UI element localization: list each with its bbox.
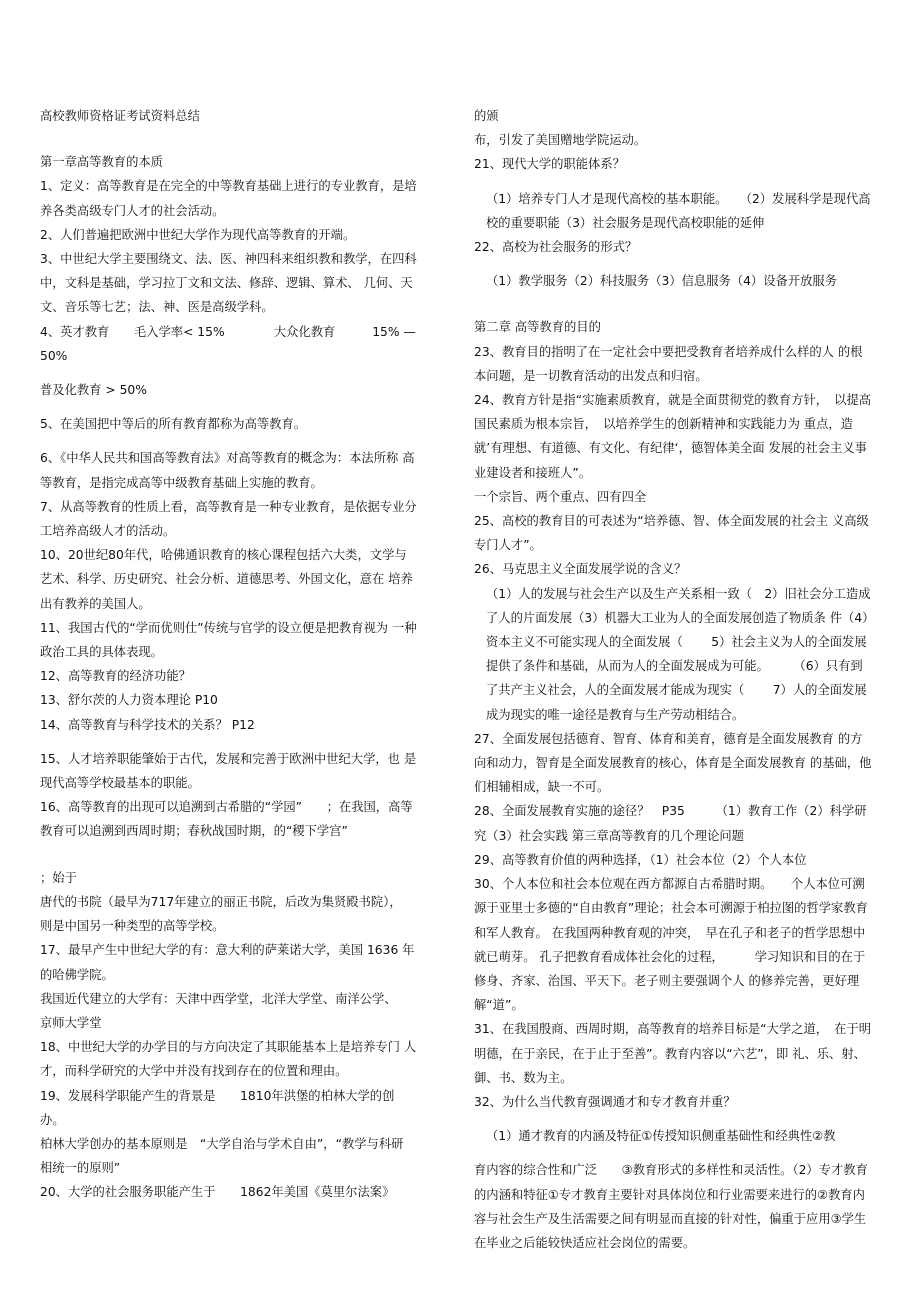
paragraph: （1）通才教育的内涵及特征①传授知识侧重基础性和经典性②教 [486,1129,836,1144]
paragraph: 3、中世纪大学主要围绕文、法、医、神四科来组织教和教学，在四科中，文科是基础，学习拉丁文和文法、修辞、逻辑、算术、 几何、天文、音乐等七艺；法、神、医是高级学科。 [40,252,417,315]
paragraph: 4、英才教育 毛入学率< 15% 大众化教育 15% —50% [40,324,416,363]
spacer [474,293,874,315]
paragraph: 17、最早产生中世纪大学的有：意大利的萨莱诺大学，美国 1636 年的哈佛学院。 [40,943,415,982]
paragraph: 1、定义：高等教育是在完全的中等教育基础上进行的专业教育，是培养各类高级专门人才的社会活动。 [40,179,417,218]
paragraph: 22、高校为社会服务的形式？ [474,240,638,255]
paragraph: 27、全面发展包括德育、智育、体育和美育，德育是全面发展教育 的方向和动力，智育是全面发展教育的核心，体育是全面发展教育 的基础，他们相辅相成，缺一不可。 [474,731,872,795]
paragraph: 12、高等教育的经济功能？ [40,669,191,684]
paragraph: 29、高等教育价值的两种选择，（1）社会本位（2）个人本位 [474,852,807,867]
paragraph: 26、马克思主义全面发展学说的含义？ [474,562,687,577]
paragraph: 16、高等教育的出现可以追溯到古希腊的“学园” ；在我国，高等 [40,800,413,815]
paragraph: 20、大学的社会服务职能产生于 1862年美国《莫里尔法案》 [40,1185,395,1200]
paragraph: 10、20世纪80年代，哈佛通识教育的核心课程包括六大类，文学与艺术、科学、历史研究、社会分析、道德思考、外国文化，意在 培养出有教养的美国人。 [40,548,413,611]
spacer [40,436,418,446]
spacer [474,177,874,187]
paragraph: 15、人才培养职能肇始于古代，发展和完善于欧洲中世纪大学，也 是现代高等学校最基本的职能。 [40,751,417,791]
paragraph: 育内容的综合性和广泛 ③教育形式的多样性和灵活性。（2）专才教育的内涵和特征①专才教育主要针对具体岗位和行业需要来进行的②教育内容与社会生产及生活需要之间有明显而直接的针对性，偏重于应用③学生在毕业之后能较快适应社会岗位的需要。 [474,1163,868,1250]
paragraph: 11、我国古代的“学而优则仕”传统与官学的设立便是把教育视为 一种政治工具的具体表现。 [40,620,417,660]
paragraph: 柏林大学创办的基本原则是 “大学自治与学术自由”，“教学与科研 相统一的原则” [40,1136,408,1176]
chapter-heading: 第一章高等教育的本质 [40,155,163,170]
spacer [40,368,418,378]
paragraph: 一个宗旨、两个重点、四有四全 [474,489,647,504]
paragraph: （1）培养专门人才是现代高校的基本职能。 （2）发展科学是现代高校的重要职能（3）社会服务是现代高校职能的延伸 [486,191,871,230]
paragraph: 我国近代建立的大学有：天津中西学堂，北洋大学堂、南洋公学、 [40,991,397,1006]
spacer [474,1114,874,1124]
spacer [40,128,418,150]
paragraph: 32、为什么当代教育强调通才和专才教育并重？ [474,1094,736,1109]
paragraph: 13、舒尔茨的人力资本理论 P10 [40,693,218,708]
paragraph: 的颁 [474,109,499,123]
paragraph: 28、全面发展教育实施的途径？ P35 （1）教育工作（2）科学研究（3）社会实践 第三章高等教育的几个理论问题 [474,804,867,843]
paragraph: （1）人的发展与社会生产以及生产关系相一致（ 2）旧社会分工造成了人的片面发展（3）机器大工业为人的全面发展创造了物质条 件（4）资本主义不可能实现人的全面发展（ 5）社会主义为人的全面发展提供了条件和基础，从而为人的全面发展成为可能。 （6）只有到了共产主义社会，人的全面发展才能成为现实（ 7）人的全面发展成为现实的唯一途径是教育与生产劳动相结合。 [486,586,871,722]
document-title: 高校教师资格证考试资料总结 [40,109,200,123]
paragraph: 24、教育方针是指“实施素质教育，就是全面贯彻党的教育方针， 以提高国民素质为根本宗旨， 以培养学生的创新精神和实践能力为 重点，造就’有理想、有道德、有文化、有纪律‘，德智体美全面 发展的社会主义事业建设者和接班人”。 [474,393,872,480]
paragraph: 18、中世纪大学的办学目的与方向决定了其职能基本上是培养专门 人才，而科学研究的大学中并没有找到存在的位置和理由。 [40,1040,417,1079]
spacer [474,1148,874,1158]
spacer [40,737,418,747]
paragraph: 25、高校的教育目的可表述为“培养德、智、体全面发展的社会主 义高级专门人才”。 [474,514,869,553]
paragraph: 京师大学堂 [40,1015,102,1030]
spacer [40,844,418,866]
paragraph: 30、个人本位和社会本位观在西方都源自古希腊时期。 个人本位可溯源于亚里士多德的“自由教育”理论；社会本可溯源于柏拉图的哲学家教育和军人教育。 在我国两种教育观的冲突， 早在孔子和老子的哲学思想中就已萌芽。 孔子把教育看成体社会化的过程， 学习知识和目的在于修身、齐家、治国、平天下。老子则主要强调个人 的修养完善，更好理解“道”。 [474,877,868,1013]
paragraph: 31、在我国殷商、西周时期，高等教育的培养目标是“大学之道， 在于明明德，在于亲民，在于止于至善”。教育内容以“六艺”，即 礼、乐、射、御、书、数为主。 [474,1022,872,1085]
paragraph: 21、现代大学的职能体系？ [474,157,625,172]
paragraph: 6、《中华人民共和国高等教育法》对高等教育的概念为：本法所称 高等教育，是指完成高等中级教育基础上实施的教育。 [40,451,415,490]
paragraph: （1）教学服务（2）科技服务（3）信息服务（4）设备开放服务 [486,274,838,289]
paragraph: 布，引发了美国赠地学院运动。 [474,133,647,148]
paragraph: 教育可以追溯到西周时期；春秋战国时期，的“稷下学宫” [40,824,348,839]
right-column [474,104,874,1255]
left-column [40,104,418,1205]
paragraph: 7、从高等教育的性质上看，高等教育是一种专业教育，是依据专业分工培养高级人才的活动。 [40,499,417,539]
spacer [474,259,874,269]
paragraph: 14、高等教育与科学技术的关系？ P12 [40,717,255,732]
paragraph: ；始于 [40,870,77,885]
paragraph: 19、发展科学职能产生的背景是 1810年洪堡的柏林大学的创办。 [40,1088,395,1127]
paragraph: 普及化教育 > 50% [40,383,147,398]
spacer [40,402,418,412]
paragraph: 唐代的书院（最早为717年建立的丽正书院，后改为集贤殿书院）， 则是中国另一种类型的高等学校。 [40,894,408,934]
paragraph: 5、在美国把中等后的所有教育都称为高等教育。 [40,417,307,432]
chapter-heading: 第二章 高等教育的目的 [474,320,601,335]
paragraph: 23、教育目的指明了在一定社会中要把受教育者培养成什么样的人 的根本问题，是一切教育活动的出发点和归宿。 [474,344,863,383]
paragraph: 2、人们普遍把欧洲中世纪大学作为现代高等教育的开端。 [40,227,356,242]
